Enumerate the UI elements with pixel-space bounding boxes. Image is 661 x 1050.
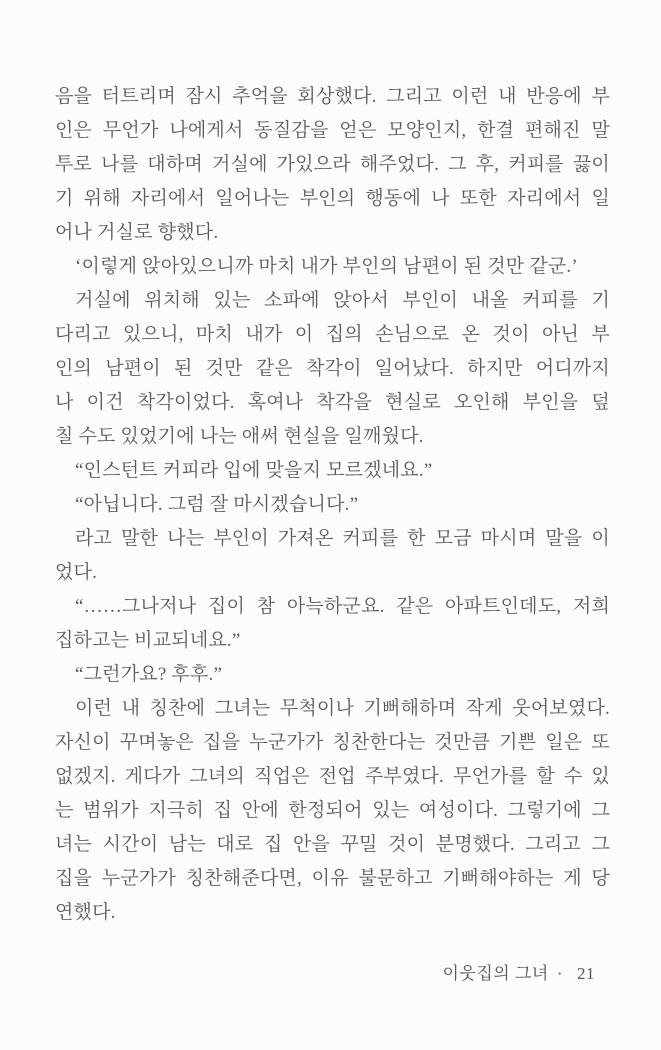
text-line: 기 위해 자리에서 일어나는 부인의 행동에 나 또한 자리에서 일	[55, 188, 610, 209]
text-line: 나 이건 착각이었다. 혹여나 착각을 현실로 오인해 부인을 덮	[55, 392, 610, 413]
text-line: 었다.	[55, 562, 98, 583]
text-line: 인의 남편이 된 것만 같은 착각이 일어났다. 하지만 어디까지	[55, 358, 610, 379]
text-line: 음을 터트리며 잠시 추억을 회상했다. 그리고 이런 내 반응에 부	[55, 86, 610, 107]
book-title: 이웃집의 그녀	[442, 964, 549, 983]
text-line: 어나 거실로 향했다.	[55, 222, 219, 243]
text-line: “아닙니다. 그럼 잘 마시겠습니다.”	[75, 494, 359, 515]
text-line: 라고 말한 나는 부인이 가져온 커피를 한 모금 마시며 말을 이	[75, 528, 610, 549]
text-line: 연했다.	[55, 902, 116, 923]
text-line: 자신이 꾸며놓은 집을 누군가가 칭찬한다는 것만큼 기쁜 일은 또	[55, 732, 610, 753]
text-line: 없겠지. 게다가 그녀의 직업은 전업 주부였다. 무언가를 할 수 있	[55, 766, 610, 787]
text-line: ‘이렇게 앉아있으니까 마치 내가 부인의 남편이 된 것만 같군.’	[75, 256, 578, 277]
page-footer	[443, 961, 595, 987]
text-line: 집을 누군가가 칭찬해준다면, 이유 불문하고 기뻐해야하는 게 당	[55, 868, 610, 889]
text-line: 집하고는 비교되네요.”	[55, 630, 241, 651]
footer-separator-dot: ·	[556, 964, 563, 983]
text-line: “인스턴트 커피라 입에 맞을지 모르겠네요.”	[75, 460, 433, 481]
text-line: 칠 수도 있었기에 나는 애써 현실을 일깨웠다.	[55, 426, 424, 447]
text-line: 인은 무언가 나에게서 동질감을 얻은 모양인지, 한결 편해진 말	[55, 120, 610, 141]
text-line: 다리고 있으니, 마치 내가 이 집의 손님으로 온 것이 아닌 부	[55, 324, 610, 345]
text-block	[55, 80, 610, 930]
text-line: “그런가요? 후후.”	[75, 664, 223, 685]
text-line: 거실에 위치해 있는 소파에 앉아서 부인이 내올 커피를 기	[75, 290, 610, 311]
text-line: 는 범위가 지극히 집 안에 한정되어 있는 여성이다. 그렇기에 그	[55, 800, 610, 821]
page-number: 21	[577, 964, 595, 983]
text-line: 투로 나를 대하며 거실에 가있으라 해주었다. 그 후, 커피를 끓이	[55, 154, 610, 175]
text-line: 녀는 시간이 남는 대로 집 안을 꾸밀 것이 분명했다. 그리고 그	[55, 834, 610, 855]
text-line: “……그나저나 집이 참 아늑하군요. 같은 아파트인데도, 저희	[75, 596, 610, 617]
text-line: 이런 내 칭찬에 그녀는 무척이나 기뻐해하며 작게 웃어보였다.	[75, 698, 610, 719]
